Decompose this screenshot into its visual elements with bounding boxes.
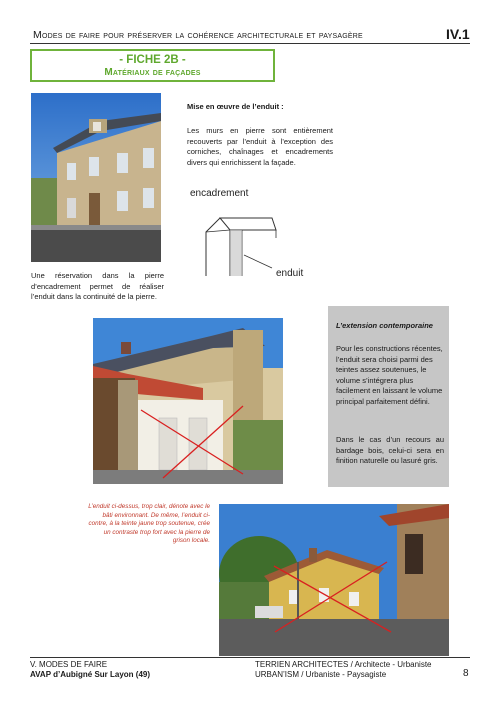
page-number: 8 <box>463 668 469 679</box>
village-yellow-render-photo <box>219 504 449 656</box>
header-title: Modes de faire pour préserver la cohérence architecturale et paysagère <box>33 29 363 41</box>
reservation-caption: Une réservation dans la pierre d’encadrement permet de réaliser l’enduit dans la continuité de la pierre. <box>31 271 164 301</box>
extension-light-render-photo <box>93 318 283 484</box>
house-facade-photo <box>31 93 161 262</box>
fiche-title: - FICHE 2B - <box>119 54 186 66</box>
extension-paragraph-1: Pour les constructions récentes, l’enduit sera choisi parmi des teintes assez soutenues, le volume s’intégrera plus facilement en laissant le volume principal parfaitement défini. <box>336 344 443 406</box>
footer-chapter: V. MODES DE FAIRE <box>30 660 108 669</box>
sketch-label-encadrement: encadrement <box>190 188 249 199</box>
footer-author-1: TERRIEN ARCHITECTES / Architecte - Urbaniste <box>255 660 432 669</box>
extension-title: L’extension contemporaine <box>336 321 433 330</box>
section-code: IV.1 <box>446 26 470 42</box>
red-warning-note: L’enduit ci-dessus, trop clair, dénote avec le bâti environnant. De même, l’enduit ci-contre, à la teinte jaune trop soutenue, crée un contraste trop fort avec la pierre de grison locale. <box>88 503 210 545</box>
fiche-subtitle: Matériaux de façades <box>104 67 201 78</box>
footer-document: AVAP d’Aubigné Sur Layon (49) <box>30 670 151 679</box>
mise-en-oeuvre-heading: Mise en œuvre de l’enduit : <box>187 102 284 111</box>
header-divider <box>30 43 470 44</box>
footer-divider <box>30 657 470 658</box>
extension-info-box <box>328 306 449 487</box>
fiche-box <box>30 49 275 82</box>
sketch-label-enduit: enduit <box>276 268 304 279</box>
extension-paragraph-2: Dans le cas d’un recours au bardage bois, celui-ci sera en finition naturelle ou lasuré gris. <box>336 435 444 465</box>
footer-author-2: URBAN’ISM / Urbaniste - Paysagiste <box>255 670 387 679</box>
mise-en-oeuvre-text: Les murs en pierre sont entièrement recouverts par l’enduit à l’exception des corniches, chaînages et encadrements divers qui enrichissent la façade. <box>187 126 333 167</box>
